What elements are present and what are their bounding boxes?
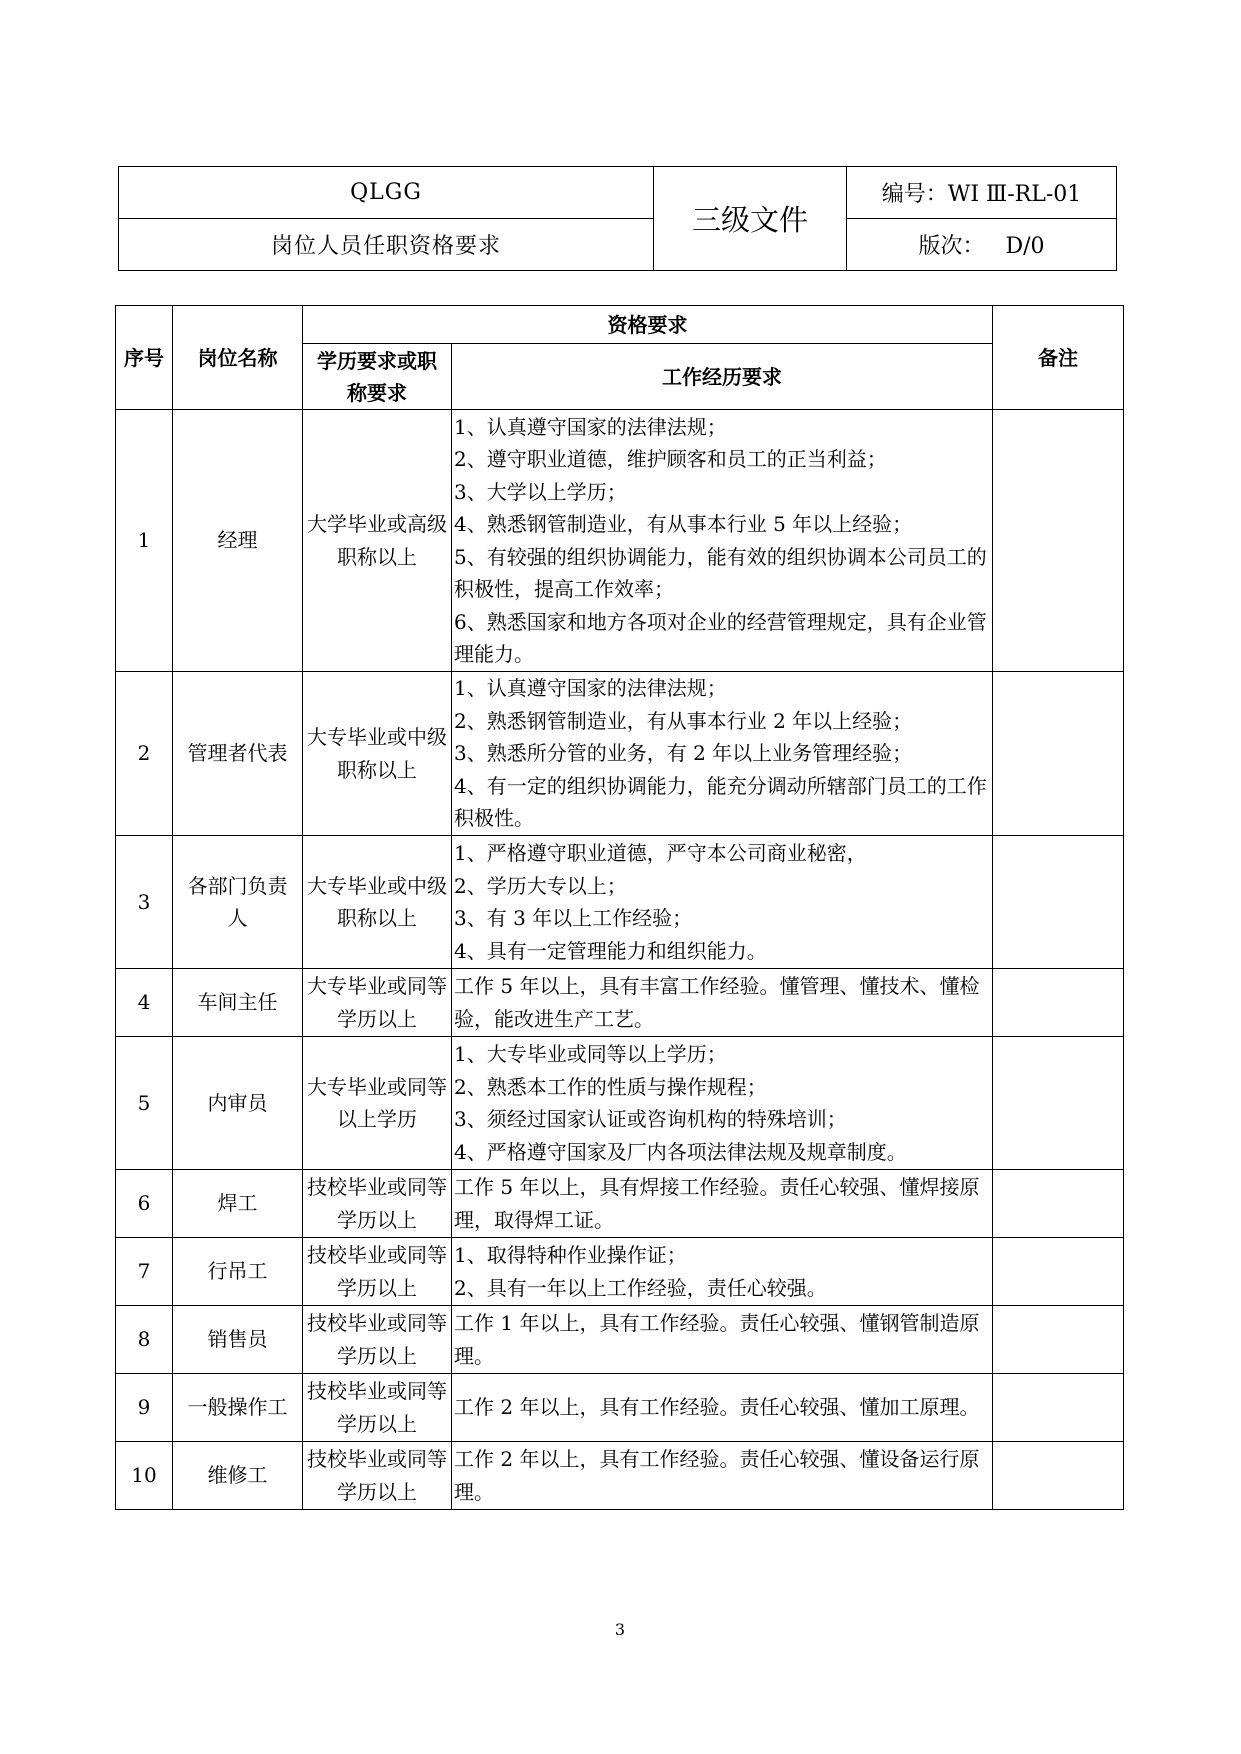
- document-number: 编号：WI Ⅲ-RL-01: [847, 167, 1117, 219]
- row-remark: [993, 1170, 1124, 1238]
- experience-item: 3、有 3 年以上工作经验；: [454, 906, 693, 930]
- table-row: [116, 1170, 1124, 1238]
- row-remark: [993, 1306, 1124, 1374]
- experience-item: 1、大专毕业或同等以上学历；: [454, 1042, 727, 1066]
- experience-item: 4、有一定的组织协调能力，能充分调动所辖部门员工的工作积极性。: [454, 773, 987, 831]
- row-experience: [452, 1170, 993, 1238]
- experience-item: 5、有较强的组织协调能力，能有效的组织协调本公司员工的积极性，提高工作效率；: [454, 544, 987, 601]
- row-remark: [993, 969, 1124, 1037]
- row-education: 技校毕业或同等学历以上: [303, 1442, 452, 1510]
- document-version: 版次： D/0: [847, 219, 1117, 271]
- row-remark: [993, 836, 1124, 969]
- row-position: 内审员: [173, 1037, 303, 1170]
- table-body: [116, 410, 1124, 1510]
- experience-item: 工作 5 年以上，具有丰富工作经验。懂管理、懂技术、懂检验，能改进生产工艺。: [454, 974, 980, 1031]
- row-experience: [452, 1374, 993, 1442]
- experience-item: 工作 2 年以上，具有工作经验。责任心较强、懂加工原理。: [454, 1395, 980, 1420]
- row-experience: [452, 410, 993, 672]
- row-number: 3: [116, 836, 173, 969]
- experience-item: 1、严格遵守职业道德，严守本公司商业秘密，: [454, 841, 867, 865]
- row-education: 技校毕业或同等学历以上: [303, 1238, 452, 1306]
- row-number: 5: [116, 1037, 173, 1170]
- row-position: 经理: [173, 410, 303, 672]
- row-position: 焊工: [173, 1170, 303, 1238]
- company-name: QLGG: [119, 167, 654, 219]
- row-number: 6: [116, 1170, 173, 1238]
- row-number: 10: [116, 1442, 173, 1510]
- row-number: 4: [116, 969, 173, 1037]
- experience-item: 2、具有一年以上工作经验，责任心较强。: [454, 1275, 827, 1300]
- experience-item: 2、遵守职业道德，维护顾客和员工的正当利益；: [454, 447, 887, 471]
- experience-item: 4、严格遵守国家及厂内各项法律法规及规章制度。: [454, 1139, 907, 1164]
- row-experience: [452, 672, 993, 836]
- header-remark: 备注: [993, 306, 1124, 410]
- row-experience: [452, 836, 993, 969]
- row-education: 技校毕业或同等学历以上: [303, 1306, 452, 1374]
- row-number: 7: [116, 1238, 173, 1306]
- row-number: 2: [116, 672, 173, 836]
- experience-item: 6、熟悉国家和地方各项对企业的经营管理规定，具有企业管理能力。: [454, 609, 987, 666]
- header-education: 学历要求或职称要求: [303, 344, 452, 410]
- header-no: 序号: [116, 306, 173, 410]
- table-row: [116, 1037, 1124, 1170]
- experience-item: 1、认真遵守国家的法律法规；: [454, 414, 727, 439]
- row-number: 1: [116, 410, 173, 672]
- document-header: [118, 166, 1117, 271]
- table-row: [116, 1306, 1124, 1374]
- row-position: 各部门负责人: [173, 836, 303, 969]
- experience-item: 2、熟悉钢管制造业，有从事本行业 2 年以上经验；: [454, 708, 913, 733]
- experience-item: 3、须经过国家认证或咨询机构的特殊培训；: [454, 1107, 847, 1131]
- table-row: [116, 672, 1124, 836]
- row-position: 管理者代表: [173, 672, 303, 836]
- experience-item: 1、取得特种作业操作证；: [454, 1243, 687, 1267]
- experience-item: 3、大学以上学历；: [454, 479, 627, 504]
- table-row: [116, 1238, 1124, 1306]
- row-number: 9: [116, 1374, 173, 1442]
- header-experience: 工作经历要求: [452, 344, 993, 410]
- row-position: 车间主任: [173, 969, 303, 1037]
- row-education: 大专毕业或中级职称以上: [303, 672, 452, 836]
- experience-item: 4、具有一定管理能力和组织能力。: [454, 938, 767, 963]
- row-experience: [452, 1037, 993, 1170]
- row-remark: [993, 1374, 1124, 1442]
- document-title: 岗位人员任职资格要求: [119, 219, 654, 271]
- row-number: 8: [116, 1306, 173, 1374]
- row-education: 大专毕业或同等学历以上: [303, 969, 452, 1037]
- row-position: 维修工: [173, 1442, 303, 1510]
- table-row: [116, 969, 1124, 1037]
- table-row: [116, 1442, 1124, 1510]
- row-experience: [452, 1442, 993, 1510]
- row-education: 技校毕业或同等学历以上: [303, 1170, 452, 1238]
- row-remark: [993, 410, 1124, 672]
- experience-item: 1、认真遵守国家的法律法规；: [454, 676, 727, 701]
- header-qualification: 资格要求: [303, 306, 993, 344]
- row-remark: [993, 1442, 1124, 1510]
- experience-item: 2、熟悉本工作的性质与操作规程；: [454, 1074, 767, 1099]
- experience-item: 工作 2 年以上，具有工作经验。责任心较强、懂设备运行原理。: [454, 1447, 980, 1504]
- experience-item: 4、熟悉钢管制造业，有从事本行业 5 年以上经验；: [454, 512, 913, 536]
- row-education: 大专毕业或中级职称以上: [303, 836, 452, 969]
- row-remark: [993, 1238, 1124, 1306]
- experience-item: 工作 1 年以上，具有工作经验。责任心较强、懂钢管制造原理。: [454, 1311, 980, 1368]
- row-experience: [452, 969, 993, 1037]
- header-position: 岗位名称: [173, 306, 303, 410]
- row-experience: [452, 1306, 993, 1374]
- page-number: 3: [614, 1620, 626, 1639]
- table-row: [116, 410, 1124, 672]
- experience-item: 3、熟悉所分管的业务，有 2 年以上业务管理经验；: [454, 741, 913, 766]
- table-row: [116, 836, 1124, 969]
- experience-item: 2、学历大专以上；: [454, 873, 627, 898]
- row-position: 行吊工: [173, 1238, 303, 1306]
- row-position: 一般操作工: [173, 1374, 303, 1442]
- qualification-table: [115, 305, 1124, 1510]
- experience-item: 工作 5 年以上，具有焊接工作经验。责任心较强、懂焊接原理，取得焊工证。: [454, 1175, 980, 1232]
- table-row: [116, 1374, 1124, 1442]
- row-education: 大学毕业或高级职称以上: [303, 410, 452, 672]
- row-education: 技校毕业或同等学历以上: [303, 1374, 452, 1442]
- row-education: 大专毕业或同等以上学历: [303, 1037, 452, 1170]
- row-remark: [993, 1037, 1124, 1170]
- row-remark: [993, 672, 1124, 836]
- row-experience: [452, 1238, 993, 1306]
- document-level: 三级文件: [654, 167, 847, 271]
- row-position: 销售员: [173, 1306, 303, 1374]
